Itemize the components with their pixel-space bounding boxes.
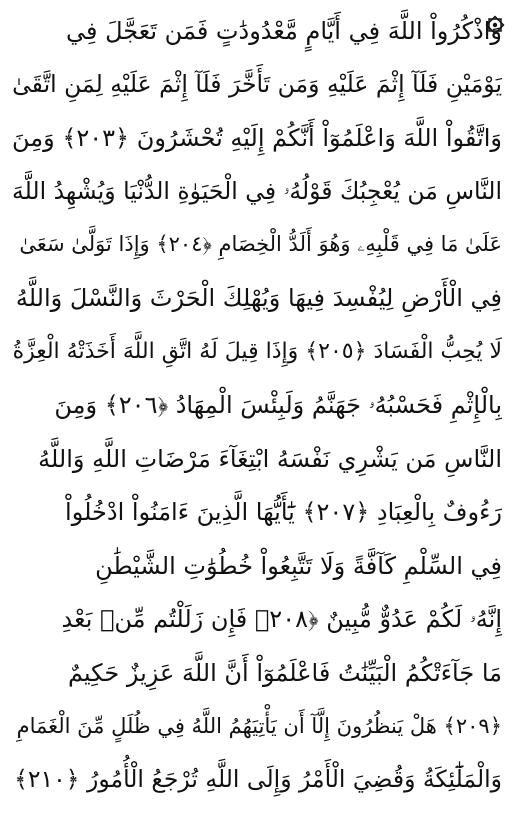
- line-7-text: لَا يُحِبُّ الْفَسَادَ ﴿٢٠٥﴾ وَإِذَا قِيلَ لَهُ اتَّقِ اللَّهَ أَخَذَتْهُ الْعِزَّةُ: [12, 338, 502, 364]
- text-line-5: [10, 218, 502, 272]
- text-line-1: [10, 4, 502, 58]
- line-1-text: وَاذْكُرُواْ اللَّهَ فِي أَيَّامٍ مَّعْدُودَٰتٍ فَمَن تَعَجَّلَ فِي: [66, 16, 502, 45]
- text-line-7: [10, 325, 502, 379]
- text-line-12: [10, 593, 502, 647]
- line-14-text: ﴿٢٠٩﴾ هَلْ يَنظُرُونَ إِلَّآ أَن يَأْتِيَهُمُ اللَّهُ فِي ظُلَلٍ مِّنَ الْغَمَامِ: [16, 713, 502, 738]
- text-line-2: [10, 58, 502, 112]
- text-line-14: [10, 700, 502, 754]
- text-line-4: [10, 165, 502, 219]
- text-line-6: [10, 272, 502, 326]
- line-11-text: فِي السِّلْمِ كَآفَّةً وَلَا تَتَّبِعُواْ خُطُوَٰتِ الشَّيْطَٰنِ: [95, 551, 502, 580]
- text-line-8: [10, 379, 502, 433]
- line-4-text: النَّاسِ مَن يُعْجِبُكَ قَوْلُهُۥ فِي الْحَيَوٰةِ الدُّنْيَا وَيُشْهِدُ اللَّهَ: [12, 176, 502, 205]
- text-line-11: [10, 539, 502, 593]
- line-8-text: بِالْإِثْمِ فَحَسْبُهُۥ جَهَنَّمُ وَلَبِئْسَ الْمِهَادُ ﴿٢٠٦﴾ وَمِنَ: [54, 391, 502, 420]
- line-6-text: فِي الْأَرْضِ لِيُفْسِدَ فِيهَا وَيُهْلِكَ الْحَرْثَ وَالنَّسْلَ وَاللَّهُ: [15, 284, 502, 313]
- text-line-9: [10, 432, 502, 486]
- line-3-text: وَاتَّقُواْ اللَّهَ وَاعْلَمُوٓاْ أَنَّكُمْ إِلَيْهِ تُحْشَرُونَ ﴿٢٠٣﴾ وَمِنَ: [11, 123, 502, 152]
- line-10-text: رَءُوفٌ بِالْعِبَادِ ﴿٢٠٧﴾ يَٰٓأَيُّهَا الَّذِينَ ءَامَنُواْ ادْخُلُواْ: [65, 498, 502, 527]
- line-12-text: إِنَّهُۥ لَكُمْ عَدُوٌّ مُّبِينٌ ﴿٢٠٨﴾ فَإِن زَلَلْتُم مِّنۢ بَعْدِ: [61, 605, 502, 634]
- line-9-text: النَّاسِ مَن يَشْرِي نَفْسَهُ ابْتِغَآءَ مَرْضَاتِ اللَّهِ وَاللَّهُ: [38, 444, 502, 473]
- text-line-3: [10, 111, 502, 165]
- line-15-text: وَالْمَلَٰٓئِكَةُ وَقُضِيَ الْأَمْرُ وَإِلَى اللَّهِ تُرْجَعُ الْأُمُورُ ﴿٢١٠﴾: [14, 765, 502, 793]
- text-line-10: [10, 486, 502, 540]
- line-5-text: عَلَىٰ مَا فِي قَلْبِهِۦ وَهُوَ أَلَدُّ الْخِصَامِ ﴿٢٠٤﴾ وَإِذَا تَوَلَّىٰ سَعَىٰ: [19, 232, 502, 257]
- line-13-text: مَا جَآءَتْكُمُ الْبَيِّنَٰتُ فَاعْلَمُوٓاْ أَنَّ اللَّهَ عَزِيزٌ حَكِيمٌ: [67, 658, 502, 687]
- text-line-13: [10, 646, 502, 700]
- text-line-15: [10, 753, 502, 807]
- line-2-text: يَوْمَيْنِ فَلَآ إِثْمَ عَلَيْهِ وَمَن تَأَخَّرَ فَلَآ إِثْمَ عَلَيْهِ لِمَنِ اتَّقَىٰ: [12, 69, 502, 98]
